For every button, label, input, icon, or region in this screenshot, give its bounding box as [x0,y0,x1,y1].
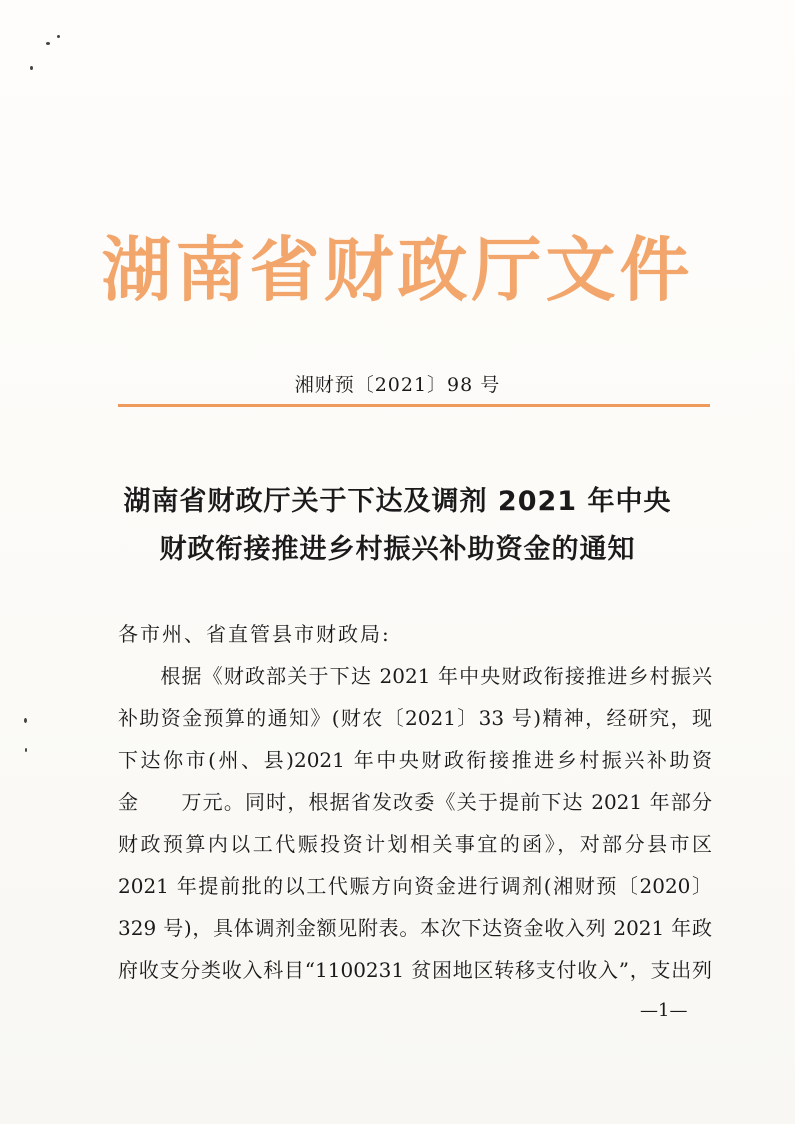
scan-speck [30,66,33,70]
addressee: 各市州、省直管县市财政局: [118,622,391,646]
scan-speck [46,42,50,45]
title-line-2: 财政衔接推进乡村振兴补助资金的通知 [159,534,636,565]
page-number: —1— [640,1000,688,1021]
document-number: 湘财预〔2021〕98 号 [294,374,501,396]
body-line-6: 2021 年提前批的以工代赈方向资金进行调剂(湘财预〔2020〕 [118,874,712,898]
body-line-2: 补助资金预算的通知》(财农〔2021〕33 号)精神，经研究，现 [118,706,712,730]
scan-speck [25,748,27,752]
body-line-8: 府收支分类收入科目“1100231 贫困地区转移支付收入”，支出列 [118,958,712,982]
issuer-masthead: 湖南省财政厅文件 [101,229,694,311]
scan-speck [57,35,60,38]
body-line-3: 下达你市(州、县)2021 年中央财政衔接推进乡村振兴补助资 [118,748,712,772]
scan-speck [24,718,27,723]
body-line-4: 金 万元。同时，根据省发改委《关于提前下达 2021 年部分 [118,790,712,814]
red-separator-line [118,404,710,407]
document-title [0,478,795,574]
title-line-1: 湖南省财政厅关于下达及调剂 2021 年中央 [123,486,672,517]
body-line-7: 329 号)，具体调剂金额见附表。本次下达资金收入列 2021 年政 [118,916,712,940]
body-line-5: 财政预算内以工代赈投资计划相关事宜的函》，对部分县市区 [118,832,712,856]
body-line-1: 根据《财政部关于下达 2021 年中央财政衔接推进乡村振兴 [118,664,712,688]
